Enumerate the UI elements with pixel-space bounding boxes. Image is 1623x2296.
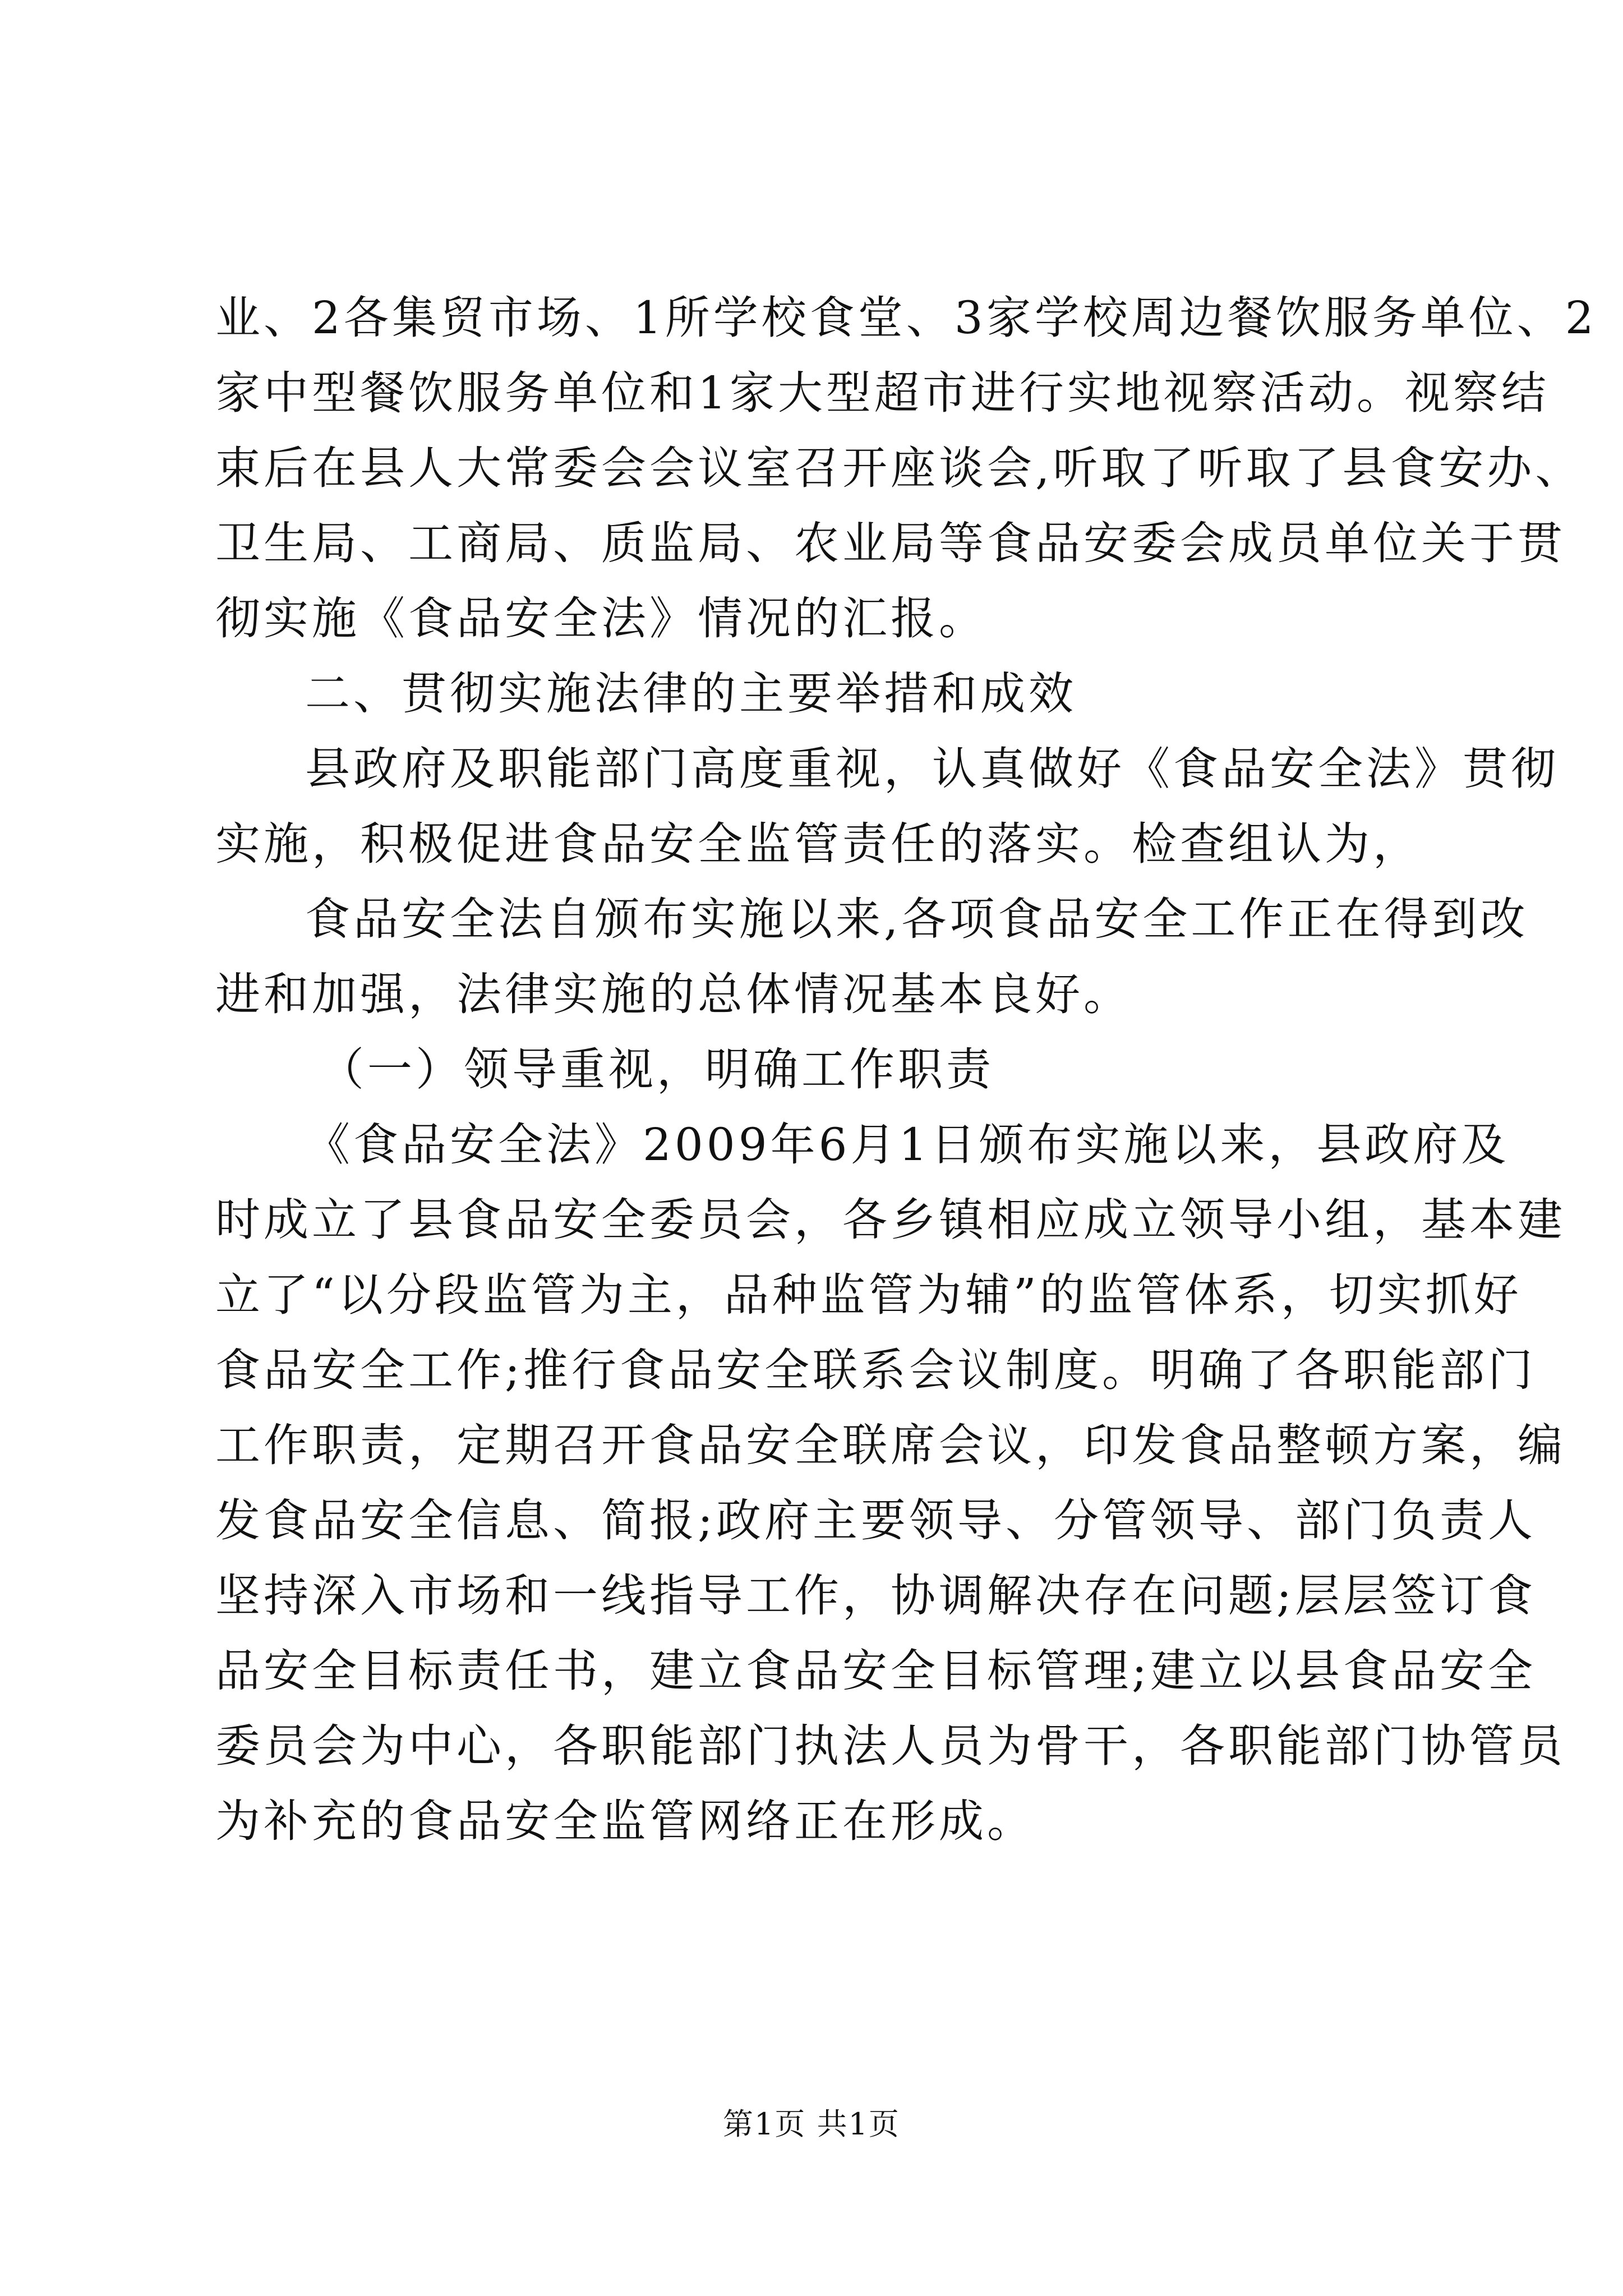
paragraph-line: 为补充的食品安全监管网络正在形成。 <box>215 1795 1035 1847</box>
subsection-heading: （一）领导重视，明确工作职责 <box>319 1043 994 1096</box>
paragraph-line: 束后在县人大常委会会议室召开座谈会,听取了听取了县食安办、 <box>215 442 1584 494</box>
document-body <box>215 280 1597 1859</box>
paragraph-line: 工作职责，定期召开食品安全联席会议，印发食品整顿方案，编 <box>215 1419 1566 1471</box>
paragraph-line: 坚持深入市场和一线指导工作，协调解决存在问题;层层签订食 <box>215 1570 1536 1622</box>
section-heading: 二、贯彻实施法律的主要举措和成效 <box>305 668 1077 720</box>
paragraph-line: 时成立了县食品安全委员会，各乡镇相应成立领导小组，基本建 <box>215 1194 1566 1246</box>
paragraph-line: 立了“以分段监管为主，品种监管为辅”的监管体系，切实抓好 <box>215 1269 1522 1321</box>
paragraph-line: 食品安全法自颁布实施以来,各项食品安全工作正在得到改 <box>305 893 1529 945</box>
paragraph-line: 家中型餐饮服务单位和1家大型超市进行实地视察活动。视察结 <box>215 367 1550 419</box>
page-number-label: 第1页 共1页 <box>723 2106 900 2142</box>
paragraph-line: 卫生局、工商局、质监局、农业局等食品安委会成员单位关于贯 <box>215 517 1566 569</box>
paragraph-line: 实施，积极促进食品安全监管责任的落实。检查组认为， <box>215 818 1421 870</box>
page-footer <box>0 2105 1623 2144</box>
paragraph-line: 县政府及职能部门高度重视，认真做好《食品安全法》贯彻 <box>305 743 1559 795</box>
paragraph-line: 委员会为中心，各职能部门执法人员为骨干，各职能部门协管员 <box>215 1720 1566 1772</box>
paragraph-line: 发食品安全信息、简报;政府主要领导、分管领导、部门负责人 <box>215 1494 1536 1547</box>
paragraph-line: 进和加强，法律实施的总体情况基本良好。 <box>215 968 1132 1020</box>
paragraph-line: 食品安全工作;推行食品安全联系会议制度。明确了各职能部门 <box>215 1344 1536 1396</box>
paragraph-line: 《食品安全法》2009年6月1日颁布实施以来，县政府及 <box>305 1119 1510 1171</box>
paragraph-line: 业、2各集贸市场、1所学校食堂、3家学校周边餐饮服务单位、2 <box>215 292 1597 344</box>
paragraph-line: 彻实施《食品安全法》情况的汇报。 <box>215 592 987 645</box>
paragraph-line: 品安全目标责任书，建立食品安全目标管理;建立以县食品安全 <box>215 1645 1536 1697</box>
